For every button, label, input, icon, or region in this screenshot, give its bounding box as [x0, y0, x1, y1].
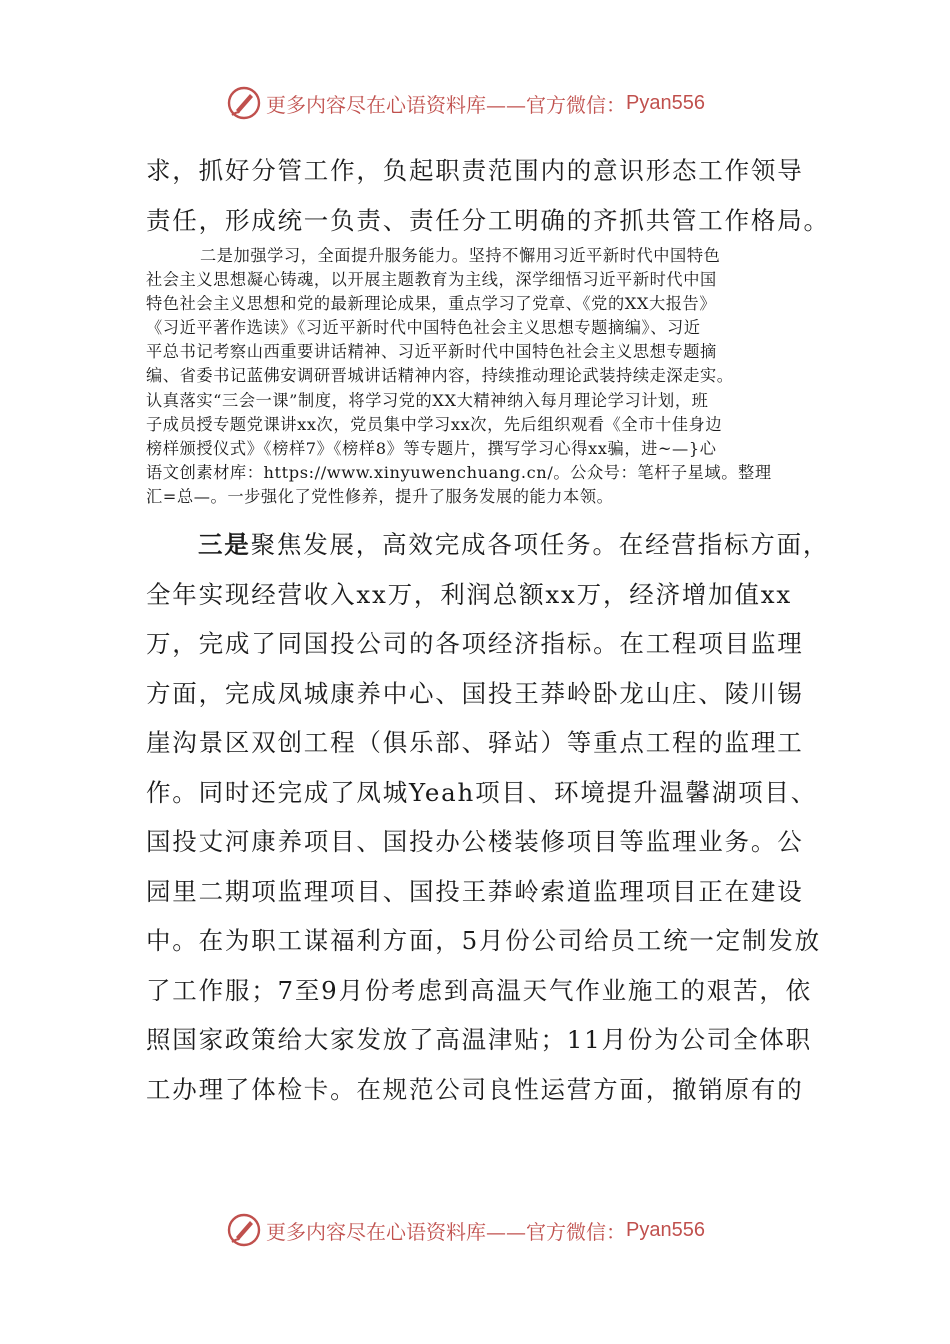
text-line: 求，抓好分管工作，负起职责范围内的意识形态工作领导 — [146, 156, 804, 185]
text-line: 社会主义思想凝心铸魂，以开展主题教育为主线，深学细悟习近平新时代中国 — [146, 270, 717, 290]
text-line: 《习近平著作选读》《习近平新时代中国特色社会主义思想专题摘编》、习近 — [146, 318, 701, 338]
text-line: 作。同时还完成了凤城Yeah项目、环境提升温馨湖项目、 — [146, 777, 818, 807]
paragraph-3 — [146, 520, 830, 1114]
watermark-cn-text: 更多内容尽在心语资料库——官方微信： — [266, 92, 626, 117]
text-line: 子成员授专题党课讲xx次，党员集中学习xx次，先后组织观看《全市十佳身边 — [146, 414, 723, 434]
watermark-wechat-id: Pyan556 — [626, 1218, 705, 1241]
pen-logo-icon — [226, 1212, 262, 1248]
text-line — [146, 520, 830, 570]
watermark-wechat-id: Pyan556 — [626, 91, 705, 114]
pen-logo-icon — [226, 85, 262, 121]
text-line: 特色社会主义思想和党的最新理论成果，重点学习了党章、《党的XX大报告》 — [146, 294, 717, 314]
section-lead: 三是 — [198, 530, 251, 559]
text-line: 工办理了体检卡。在规范公司良性运营方面，撤销原有的 — [146, 1074, 804, 1104]
text-line: 责任，形成统一负责、责任分工明确的齐抓共管工作格局。 — [146, 205, 830, 235]
text-line: 方面，完成凤城康养中心、国投王莽岭卧龙山庄、陵川锡 — [146, 678, 804, 708]
text-line: 榜样颁授仪式》《榜样7》《榜样8》等专题片，撰写学习心得xx骗，进~—}心 — [146, 438, 717, 458]
text-line: 平总书记考察山西重要讲话精神、习近平新时代中国特色社会主义思想专题摘 — [146, 342, 717, 362]
text-line: 汇=总—。一步强化了党性修养，提升了服务发展的能力本领。 — [146, 486, 614, 506]
paragraph-1 — [146, 146, 830, 245]
section-lead-rest: 聚焦发展，高效完成各项任务。在经营指标方面， — [250, 530, 830, 559]
text-line: 认真落实“三会一课”制度，将学习党的XX大精神纳入每月理论学习计划，班 — [146, 390, 709, 410]
paragraph-2 — [146, 244, 818, 509]
text-line: 语文创素材库：https://www.xinyuwenchuang.cn/。公众号：笔杆子星域。整理 — [146, 462, 772, 482]
text-line: 国投丈河康养项目、国投办公楼装修项目等监理业务。公 — [146, 827, 804, 856]
text-line: 万，完成了同国投公司的各项经济指标。在工程项目监理 — [146, 629, 804, 658]
text-line: 编、省委书记蓝佛安调研晋城讲话精神内容，持续推动理论武装持续走深走实。 — [146, 366, 734, 386]
text-line: 园里二期项监理项目、国投王莽岭索道监理项目正在建设 — [146, 876, 804, 906]
text-line: 二是加强学习，全面提升服务能力。坚持不懈用习近平新时代中国特色 — [200, 246, 721, 265]
text-line: 了工作服；7至9月份考虑到高温天气作业施工的艰苦，依 — [146, 975, 812, 1005]
watermark-cn-text: 更多内容尽在心语资料库——官方微信： — [266, 1219, 626, 1244]
watermark-footer — [226, 1210, 705, 1250]
text-line: 中。在为职工谋福利方面，5月份公司给员工统一定制发放 — [146, 926, 821, 955]
text-line: 全年实现经营收入xx万，利润总额xx万，经济增加值xx — [146, 579, 793, 609]
watermark-header — [226, 83, 705, 123]
text-line: 崖沟景区双创工程（俱乐部、驿站）等重点工程的监理工 — [146, 728, 804, 757]
text-line: 照国家政策给大家发放了高温津贴；11月份为公司全体职 — [146, 1025, 812, 1054]
